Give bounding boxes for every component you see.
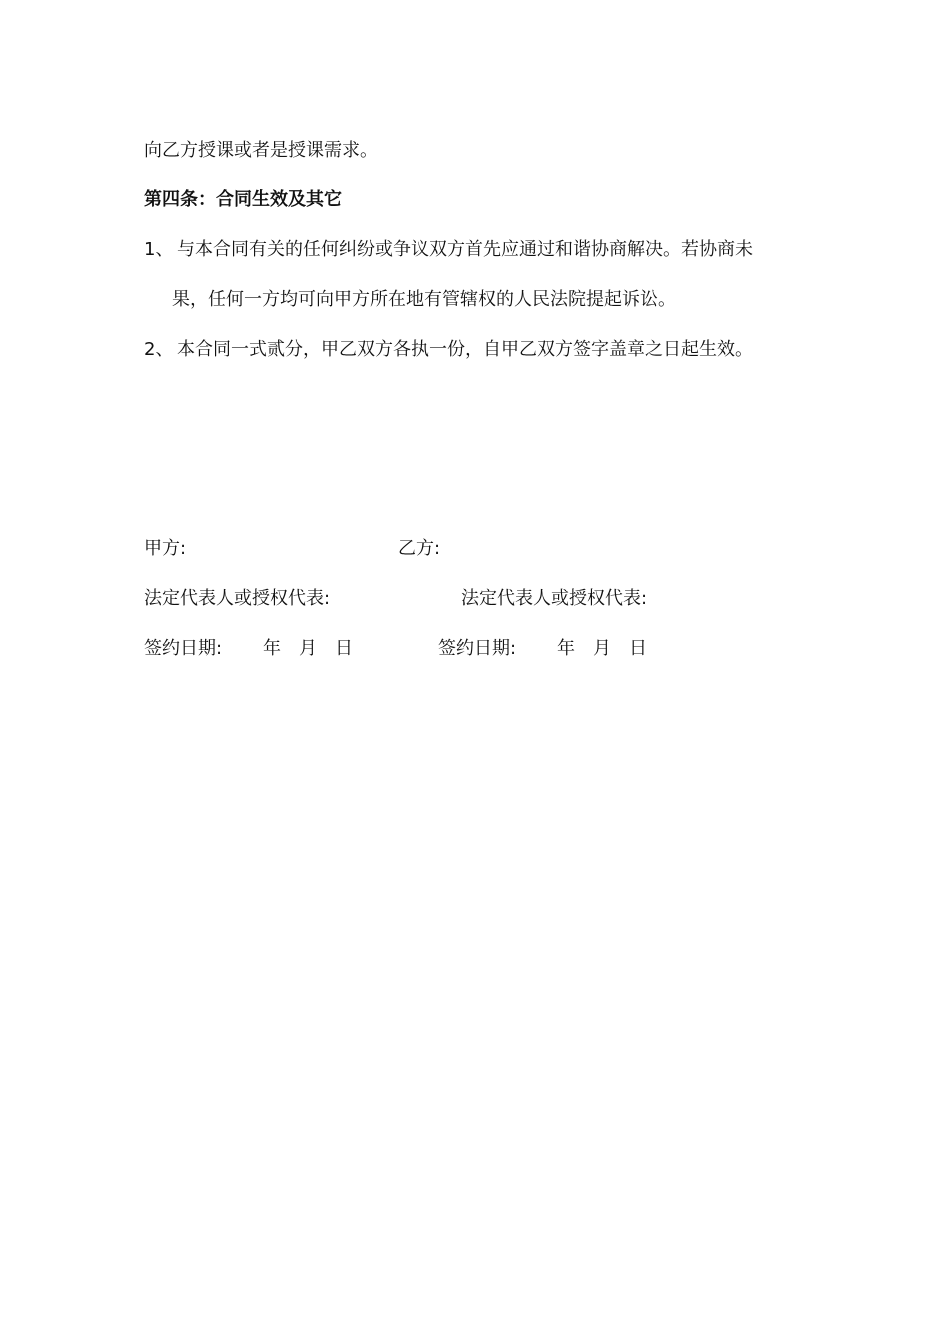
sign-date-b-day: 日 bbox=[629, 638, 647, 659]
sign-date-a-label: 签约日期: bbox=[144, 638, 223, 659]
clause-1-number: 1、 bbox=[144, 239, 174, 260]
sign-date-b-label: 签约日期: bbox=[438, 638, 517, 659]
continuation-text: 向乙方授课或者是授课需求。 bbox=[144, 140, 378, 161]
representative-a-label: 法定代表人或授权代表: bbox=[144, 588, 331, 609]
clause-2-line-1: 本合同一式贰分，甲乙双方各执一份，自甲乙双方签字盖章之日起生效。 bbox=[177, 339, 753, 360]
sign-date-a-day: 日 bbox=[335, 638, 353, 659]
party-a-label: 甲方: bbox=[144, 538, 187, 559]
clause-1-line-1: 与本合同有关的任何纠纷或争议双方首先应通过和谐协商解决。若协商未 bbox=[177, 239, 753, 260]
party-b-label: 乙方: bbox=[398, 538, 441, 559]
sign-date-b-year: 年 bbox=[557, 638, 575, 659]
clause-2-number: 2、 bbox=[144, 339, 174, 360]
sign-date-a-year: 年 bbox=[263, 638, 281, 659]
sign-date-a-month: 月 bbox=[299, 638, 317, 659]
article-heading: 第四条：合同生效及其它 bbox=[144, 189, 342, 210]
clause-1-line-2: 果，任何一方均可向甲方所在地有管辖权的人民法院提起诉讼。 bbox=[172, 289, 676, 310]
sign-date-b-month: 月 bbox=[593, 638, 611, 659]
representative-b-label: 法定代表人或授权代表: bbox=[461, 588, 648, 609]
